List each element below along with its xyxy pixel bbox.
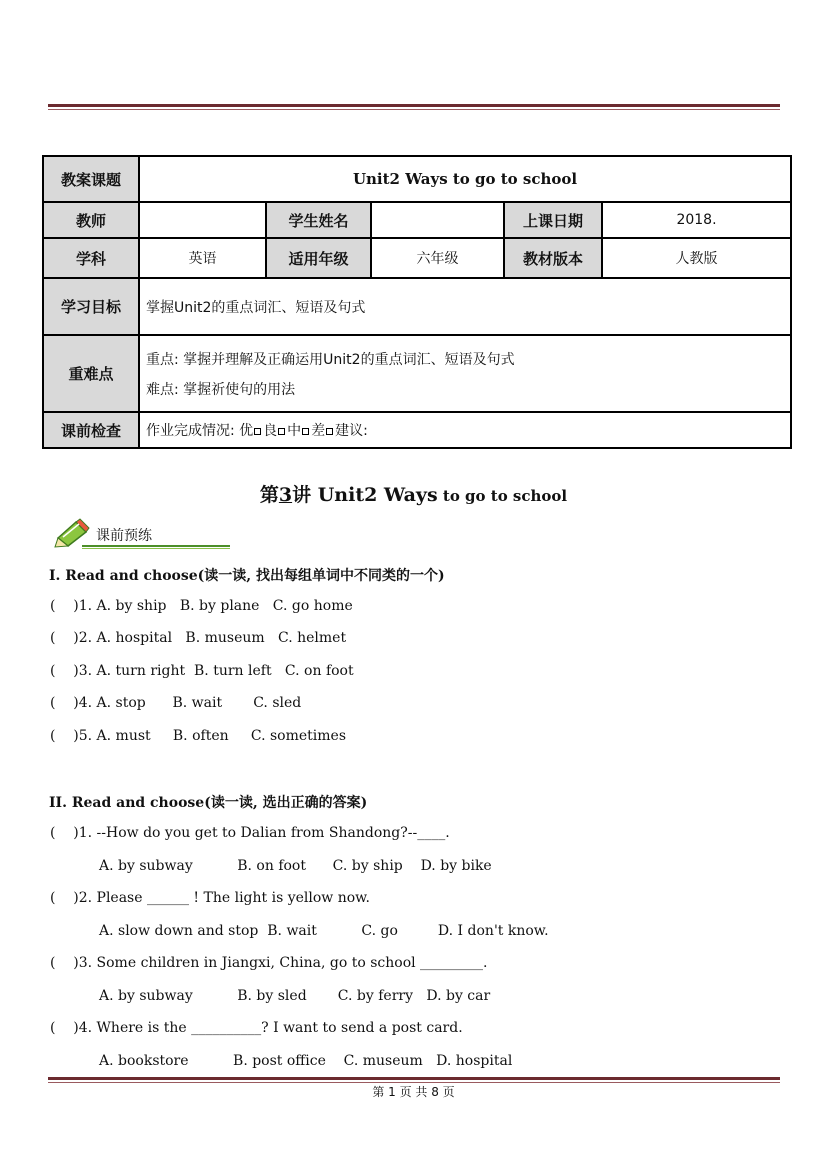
checkbox-fine[interactable] <box>278 428 285 435</box>
teacher-label: 教师 <box>43 202 139 238</box>
s1-item-3: ( )3. A. turn right B. turn left C. on foot <box>50 663 354 679</box>
s2-options-2: A. slow down and stop B. wait C. go D. I don't know. <box>99 923 549 939</box>
edition-label: 教材版本 <box>504 238 602 278</box>
goal-value: 掌握Unit2的重点词汇、短语及句式 <box>139 278 791 335</box>
lesson-info-table <box>42 155 792 449</box>
suggestion-label: 建议: <box>335 423 368 439</box>
grade-fine: 良 <box>263 423 278 439</box>
checkbox-good[interactable] <box>254 428 261 435</box>
subject-value: 英语 <box>139 238 266 278</box>
page-footer: 第 1 页 共 8 页 <box>372 1085 455 1099</box>
preview-label: 课前预练 <box>96 528 152 544</box>
pre-check-label: 课前检查 <box>43 412 139 448</box>
s1-item-4: ( )4. A. stop B. wait C. sled <box>50 695 302 711</box>
key-point: 重点: 掌握并理解及正确运用Unit2的重点词汇、短语及句式 <box>146 351 515 368</box>
goal-label: 学习目标 <box>43 278 139 335</box>
s2-question-1: ( )1. --How do you get to Dalian from Shandong?--____. <box>50 825 450 841</box>
s2-options-3: A. by subway B. by sled C. by ferry D. by car <box>99 988 491 1004</box>
checkbox-mid[interactable] <box>302 428 309 435</box>
s2-question-4: ( )4. Where is the __________? I want to send a post card. <box>50 1020 463 1036</box>
s2-options-1: A. by subway B. on foot C. by ship D. by bike <box>99 858 492 874</box>
grade-good: 优 <box>239 423 254 439</box>
checkbox-poor[interactable] <box>326 428 333 435</box>
edition-value: 人教版 <box>602 238 791 278</box>
lesson-topic-value: Unit2 Ways to go to school <box>139 156 791 202</box>
s1-item-5: ( )5. A. must B. often C. sometimes <box>50 728 347 744</box>
s2-options-4: A. bookstore B. post office C. museum D. hospital <box>99 1053 513 1069</box>
student-name-label: 学生姓名 <box>266 202 371 238</box>
lesson-topic-label: 教案课题 <box>43 156 139 202</box>
grade-poor: 差 <box>311 423 326 439</box>
difficult-point: 难点: 掌握祈使句的用法 <box>146 381 296 398</box>
lecture-title: 第3讲 Unit2 Ways to go to school <box>259 484 568 506</box>
key-points-value <box>139 335 791 412</box>
s2-question-2: ( )2. Please ______ ! The light is yellow now. <box>50 890 370 906</box>
grade-value: 六年级 <box>371 238 504 278</box>
pre-check-value <box>139 412 791 448</box>
pencil-icon <box>52 518 92 548</box>
homework-status-label: 作业完成情况: <box>146 423 240 439</box>
grade-label: 适用年级 <box>266 238 371 278</box>
lecture-number: 3 <box>278 484 293 506</box>
s1-item-1: ( )1. A. by ship B. by plane C. go home <box>50 598 353 614</box>
section2-heading: II. Read and choose(读一读, 选出正确的答案) <box>49 795 368 811</box>
grade-mid: 中 <box>287 423 302 439</box>
preview-banner <box>52 518 180 548</box>
class-date-label: 上课日期 <box>504 202 602 238</box>
section1-heading: I. Read and choose(读一读, 找出每组单词中不同类的一个) <box>49 568 445 584</box>
key-points-label: 重难点 <box>43 335 139 412</box>
s2-question-3: ( )3. Some children in Jiangxi, China, go to school _________. <box>50 955 488 971</box>
teacher-value <box>139 202 266 238</box>
s1-item-2: ( )2. A. hospital B. museum C. helmet <box>50 630 347 646</box>
subject-label: 学科 <box>43 238 139 278</box>
class-date-value: 2018. <box>602 202 791 238</box>
top-rule <box>48 104 780 110</box>
student-name-value <box>371 202 504 238</box>
